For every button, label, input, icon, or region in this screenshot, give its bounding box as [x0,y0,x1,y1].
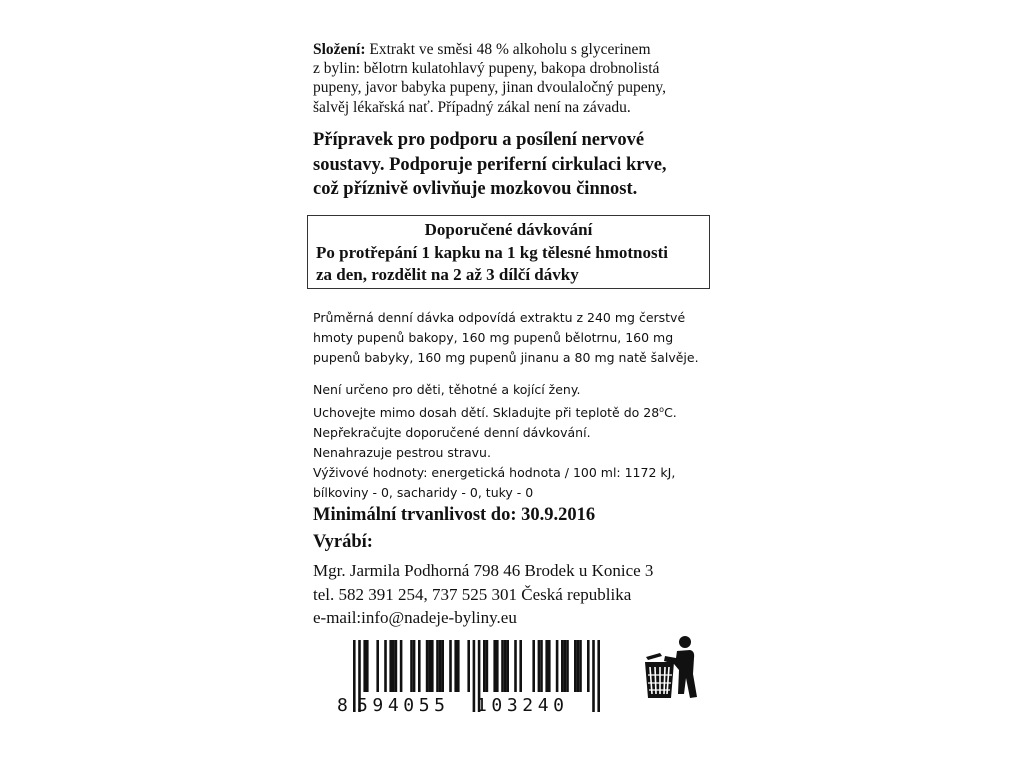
barcode-bar [506,640,509,692]
barcode-bar [441,640,444,692]
barcode-bar [496,640,499,692]
barcode-bar [467,640,470,692]
barcode [335,640,605,714]
composition-line-1 [313,40,666,59]
producer-email: e-mail:info@nadeje-byliny.eu [313,608,517,627]
dosage-line-1: Po protřepání 1 kapku na 1 kg tělesné hmotnosti [316,243,669,262]
nutrition-line-1: Výživové hodnoty: energetická hodnota / 100 ml: 1172 kJ, [313,465,676,480]
producer-section [313,559,653,630]
barcode-bar [457,640,460,692]
warning-line-3: Nepřekračujte doporučené denní dávkování. [313,425,591,440]
barcode-bar [564,640,567,692]
barcode-bar [353,640,356,712]
barcode-bar [395,640,398,692]
barcode-bar [592,640,595,712]
barcode-bar [410,640,413,692]
barcode-bar [431,640,434,692]
barcode-bar [587,640,590,692]
barcode-bar [418,640,421,692]
purpose-section [313,128,667,202]
composition-label: Složení: [313,41,366,58]
barcode-bar [556,640,559,692]
composition-section [313,40,666,117]
barcode-bar [483,640,486,692]
barcode-bar [493,640,496,692]
dosage-box [307,215,710,289]
barcode-right-digits: 103240 [476,695,569,714]
dosage-text [316,242,668,286]
barcode-bar [514,640,517,692]
expiry-date: Minimální trvanlivost do: 30.9.2016 [313,505,596,525]
barcode-bar [538,640,541,692]
barcode-bar [413,640,416,692]
barcode-bar [566,640,569,692]
barcode-bar [486,640,489,692]
composition-line-4: šalvěj lékařská nať. Případný zákal není na závadu. [313,98,631,116]
composition-text-1: Extrakt ve směsi 48 % alkoholu s glycerinem [365,41,651,58]
barcode-bar [574,640,577,692]
purpose-line-3: což příznivě ovlivňuje mozkovou činnost. [313,179,638,199]
average-dose-line-3: pupenů babyky, 160 mg pupenů jinanu a 80 mg natě šalvěje. [313,350,699,365]
barcode-bar [597,640,600,712]
dosage-title: Doporučené dávkování [424,220,593,239]
barcode-bar [577,640,580,692]
warning-line-1: Není určeno pro děti, těhotné a kojící ženy. [313,382,581,397]
composition-line-2: z bylin: bělotrn kulatohlavý pupeny, bakopa drobnolistá [313,60,660,78]
dosage-line-2: za den, rozdělit na 2 až 3 dílčí dávky [316,265,579,284]
barcode-bar [504,640,507,692]
barcode-bar [540,640,543,692]
barcode-bar [561,640,564,692]
warning-line-2-unit: C. [664,405,677,420]
composition-line-3: pupeny, javor babyka pupeny, jinan dvoulaločný pupeny, [313,79,666,97]
average-dose-line-2: hmoty pupenů bakopy, 160 mg pupenů bělotrnu, 160 mg [313,330,674,345]
barcode-bar [548,640,551,692]
barcode-bar [439,640,442,692]
producer-address: Mgr. Jarmila Podhorná 798 46 Brodek u Konice 3 [313,561,654,580]
degree-mark: o [659,405,665,414]
average-dose-section [313,308,699,368]
producer-phone: tel. 582 391 254, 737 525 301 Česká republika [313,584,632,604]
barcode-bar [428,640,431,692]
warning-line-2-text: Uchovejte mimo dosah dětí. Skladujte při teplotě do 28 [313,405,660,420]
person-disposing-in-bin-icon [638,634,708,702]
barcode-bar [545,640,548,692]
barcode-bar [501,640,504,692]
nutrition-line-2: bílkoviny - 0, sacharidy - 0, tuky - 0 [313,485,534,500]
barcode-bar [363,640,366,692]
barcode-bar [426,640,429,692]
barcode-bar [454,640,457,692]
barcode-bar [532,640,535,692]
warning-line-4: Nenahrazuje pestrou stravu. [313,445,491,460]
barcode-bar [519,640,522,692]
warnings-section [313,380,677,503]
producer-heading: Vyrábí: [313,532,373,552]
barcode-left-digits: 594055 [357,695,450,714]
purpose-line-2: soustavy. Podporuje periferní cirkulaci krve, [313,154,667,175]
barcode-bar [579,640,582,692]
barcode-bar [449,640,452,692]
barcode-bar [473,640,476,712]
barcode-first-digit: 8 [337,695,348,714]
average-dose-line-1: Průměrná denní dávka odpovídá extraktu z 240 mg čerstvé [313,310,686,325]
purpose-line-1: Přípravek pro podporu a posílení nervové [313,130,645,150]
barcode-bar [366,640,369,692]
barcode-bar [376,640,379,692]
barcode-bar [384,640,387,692]
barcode-bar [389,640,392,692]
barcode-bar [436,640,439,692]
warning-line-2 [313,400,677,423]
barcode-bar [400,640,403,692]
barcode-bar [392,640,395,692]
